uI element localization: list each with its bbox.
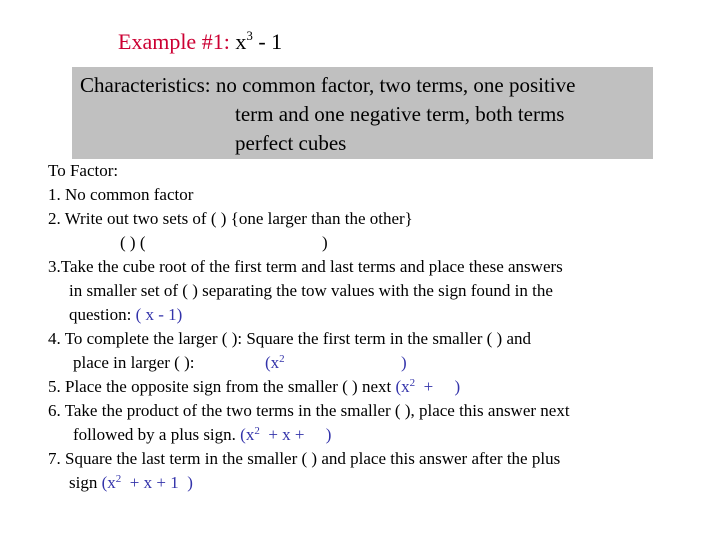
step-2: 2. Write out two sets of ( ) {one larger than the other} — [48, 209, 413, 228]
step-4-line-2: place in larger ( ): — [73, 353, 195, 372]
step-6-line-2 — [73, 424, 331, 446]
step-3-line-2: in smaller set of ( ) separating the tow values with the sign found in the — [69, 281, 553, 300]
step-2-parentheses-right: ) — [322, 233, 328, 252]
step-6-answer-base: (x — [240, 425, 255, 444]
step-5-answer-exponent: 2 — [409, 377, 416, 389]
characteristics-box — [72, 67, 653, 159]
step-5-text: 5. Place the opposite sign from the smaller ( ) next — [48, 377, 392, 396]
step-4-answer-base: (x — [265, 353, 280, 372]
step-1: 1. No common factor — [48, 185, 194, 204]
step-3-question-label: question: — [69, 305, 132, 324]
title-tail: - 1 — [252, 29, 283, 54]
example-label: Example #1: — [118, 29, 236, 54]
step-3-line-3 — [69, 304, 182, 326]
characteristics-line-3: perfect cubes — [235, 131, 347, 155]
step-4-answer-close: ) — [401, 353, 407, 372]
step-6-answer — [240, 425, 331, 444]
step-4-answer-exponent: 2 — [279, 353, 285, 365]
step-7-answer-base: (x — [101, 473, 116, 492]
title-exponent: 3 — [246, 28, 253, 43]
step-5 — [48, 376, 460, 398]
title-base: x — [235, 29, 247, 54]
step-7-line-1: 7. Square the last term in the smaller ( ) and place this answer after the plus — [48, 449, 561, 468]
step-5-answer-base: (x — [395, 377, 410, 396]
step-7-line-2 — [69, 472, 193, 494]
step-3-line-1: 3.Take the cube root of the first term and last terms and place these answers — [48, 257, 563, 276]
step-6-answer-rest: + x + ) — [259, 425, 332, 444]
step-6-text: followed by a plus sign. — [73, 425, 236, 444]
step-2-parentheses-left: ( ) ( — [120, 233, 146, 252]
step-7-answer-rest: + x + 1 ) — [121, 473, 193, 492]
step-4-line-1: 4. To complete the larger ( ): Square the first term in the smaller ( ) and — [48, 329, 531, 348]
step-7-answer-exponent: 2 — [115, 473, 122, 485]
step-4-answer-open — [265, 352, 285, 374]
example-title — [118, 28, 282, 56]
step-6-line-1: 6. Take the product of the two terms in the smaller ( ), place this answer next — [48, 401, 570, 420]
steps-heading: To Factor: — [48, 161, 119, 180]
step-6-answer-exponent: 2 — [254, 425, 260, 437]
step-5-answer-rest: + ) — [415, 377, 461, 396]
step-7-answer — [102, 473, 193, 492]
step-3-answer: ( x - 1) — [135, 305, 183, 324]
step-5-answer — [395, 377, 460, 396]
characteristics-line-2: term and one negative term, both terms — [235, 102, 565, 126]
step-7-text: sign — [69, 473, 98, 492]
characteristics-line-1: Characteristics: no common factor, two terms, one positive — [80, 73, 576, 97]
